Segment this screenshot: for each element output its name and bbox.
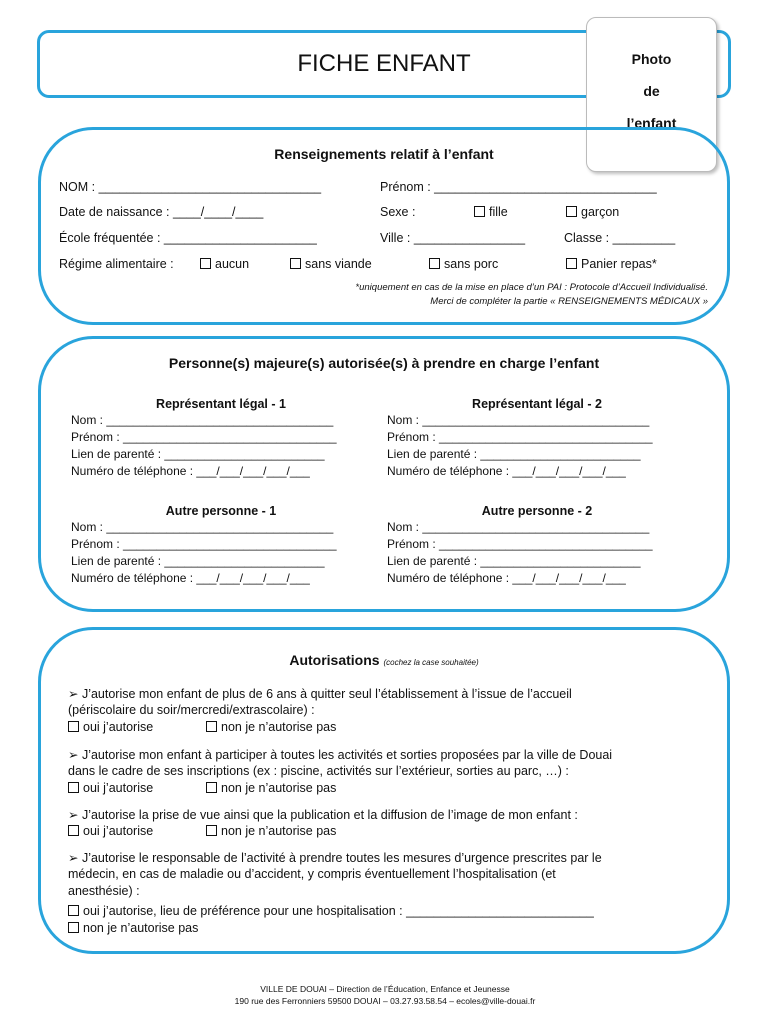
footer-line-1: VILLE DE DOUAI – Direction de l’Éducation, Enfance et Jeunesse [260,984,510,994]
photo-label-3: l’enfant [626,115,677,131]
checkbox-icon[interactable] [429,258,440,269]
ville-field[interactable]: Ville : ________________ [380,231,526,245]
person-block-title: Autre personne - 1 [165,504,277,518]
person-lien[interactable]: Lien de parenté : ________________________ [71,554,325,568]
person-tel[interactable]: Numéro de téléphone : ___/___/___/___/___ [71,571,310,585]
authorizations-heading [38,652,730,668]
auth1-oui[interactable] [68,720,153,734]
fille-option[interactable] [474,205,508,219]
person-block-4 [387,504,687,585]
checkbox-icon[interactable] [68,782,79,793]
oui-label: oui j’autorise [83,781,154,795]
authorizations-hint: (cochez la case souhaitée) [383,658,479,667]
checkbox-icon[interactable] [68,721,79,732]
auth2-line2: dans le cadre de ses inscriptions (ex : piscine, activités sur l’extérieur, sorties au parc, …) : [68,764,569,778]
sans-porc-option[interactable] [429,257,498,271]
prenom-field[interactable]: Prénom : ________________________________ [380,180,657,194]
checkbox-icon[interactable] [290,258,301,269]
checkbox-icon[interactable] [200,258,211,269]
auth3-line1: ➢ J’autorise la prise de vue ainsi que la publication et la diffusion de l’image de mon enfant : [68,808,578,822]
garcon-label: garçon [581,205,620,219]
auth4-line1: ➢ J’autorise le responsable de l’activité à prendre toutes les mesures d’urgence prescrites par le [68,851,602,865]
sans-viande-label: sans viande [305,257,372,271]
oui-hospital-label: oui j’autorise, lieu de préférence pour une hospitalisation : ___________________________ [83,904,594,918]
garcon-option[interactable] [566,205,619,219]
checkbox-icon[interactable] [206,825,217,836]
aucun-label: aucun [215,257,250,271]
person-block-3 [71,504,371,585]
person-block-title: Représentant légal - 2 [472,397,602,411]
sans-porc-label: sans porc [444,257,499,271]
checkbox-icon[interactable] [206,721,217,732]
non-label: non je n’autorise pas [83,921,199,935]
persons-heading: Personne(s) majeure(s) autorisée(s) à prendre en charge l’enfant [168,355,600,371]
sans-viande-option[interactable] [290,257,372,271]
birthdate-field[interactable]: Date de naissance : ____/____/____ [59,205,264,219]
auth3-oui[interactable] [68,824,153,838]
oui-label: oui j’autorise [83,720,154,734]
ecole-field[interactable]: École fréquentée : ______________________ [59,231,317,245]
checkbox-icon[interactable] [206,782,217,793]
auth2-oui[interactable] [68,781,153,795]
regime-label: Régime alimentaire : [59,257,174,271]
auth3-non[interactable] [206,824,336,838]
person-block-title: Autre personne - 2 [481,504,593,518]
panier-label: Panier repas* [581,257,657,271]
person-block-1 [71,397,371,478]
auth4-line2: médecin, en cas de maladie ou d’accident, y compris éventuellement l’hospitalisation (et [68,867,556,881]
person-prenom[interactable]: Prénom : ________________________________ [71,537,337,551]
non-label: non je n’autorise pas [221,720,337,734]
auth2-line1: ➢ J’autorise mon enfant à participer à toutes les activités et sorties proposées par la ville de Douai [68,748,613,762]
person-nom[interactable]: Nom : __________________________________ [71,413,334,427]
classe-field[interactable]: Classe : _________ [564,231,676,245]
checkbox-icon[interactable] [474,206,485,217]
page-title: FICHE ENFANT [297,50,471,77]
fille-label: fille [489,205,508,219]
nom-field[interactable]: NOM : ________________________________ [59,180,322,194]
pai-note-2: Merci de compléter la partie « RENSEIGNEMENTS MÉDICAUX » [430,296,708,307]
sexe-label: Sexe : [380,205,416,219]
person-prenom[interactable]: Prénom : ________________________________ [71,430,337,444]
oui-label: oui j’autorise [83,824,154,838]
checkbox-icon[interactable] [68,905,79,916]
auth1-non[interactable] [206,720,336,734]
auth1-line1: ➢ J’autorise mon enfant de plus de 6 ans à quitter seul l’établissement à l’issue de l’accueil [68,687,572,701]
checkbox-icon[interactable] [566,258,577,269]
person-lien[interactable]: Lien de parenté : ________________________ [387,447,641,461]
auth4-oui[interactable] [68,904,594,918]
photo-label-2: de [643,83,660,99]
non-label: non je n’autorise pas [221,781,337,795]
authorizations-title: Autorisations [289,652,380,668]
person-prenom[interactable]: Prénom : ________________________________ [387,430,653,444]
auth1-line2: (périscolaire du soir/mercredi/extrascolaire) : [68,703,315,717]
person-tel[interactable]: Numéro de téléphone : ___/___/___/___/___ [387,571,626,585]
auth4-line3: anesthésie) : [68,884,140,898]
person-nom[interactable]: Nom : __________________________________ [71,520,334,534]
pai-note: *uniquement en cas de la mise en place d’un PAI : Protocole d’Accueil Individualisé. [355,282,708,293]
person-lien[interactable]: Lien de parenté : ________________________ [387,554,641,568]
photo-label-1: Photo [631,51,672,67]
checkbox-icon[interactable] [566,206,577,217]
person-tel[interactable]: Numéro de téléphone : ___/___/___/___/___ [71,464,310,478]
auth4-non[interactable] [68,921,198,935]
person-block-title: Représentant légal - 1 [156,397,286,411]
non-label: non je n’autorise pas [221,824,337,838]
checkbox-icon[interactable] [68,825,79,836]
checkbox-icon[interactable] [68,922,79,933]
auth2-non[interactable] [206,781,336,795]
person-tel[interactable]: Numéro de téléphone : ___/___/___/___/___ [387,464,626,478]
person-lien[interactable]: Lien de parenté : ________________________ [71,447,325,461]
aucun-option[interactable] [200,257,249,271]
child-info-heading: Renseignements relatif à l’enfant [274,146,494,162]
person-block-2 [387,397,687,478]
person-nom[interactable]: Nom : __________________________________ [387,520,650,534]
person-prenom[interactable]: Prénom : ________________________________ [387,537,653,551]
panier-option[interactable] [566,257,657,271]
person-nom[interactable]: Nom : __________________________________ [387,413,650,427]
footer-line-2: 190 rue des Ferronniers 59500 DOUAI – 03.27.93.58.54 – ecoles@ville-douai.fr [234,996,536,1006]
